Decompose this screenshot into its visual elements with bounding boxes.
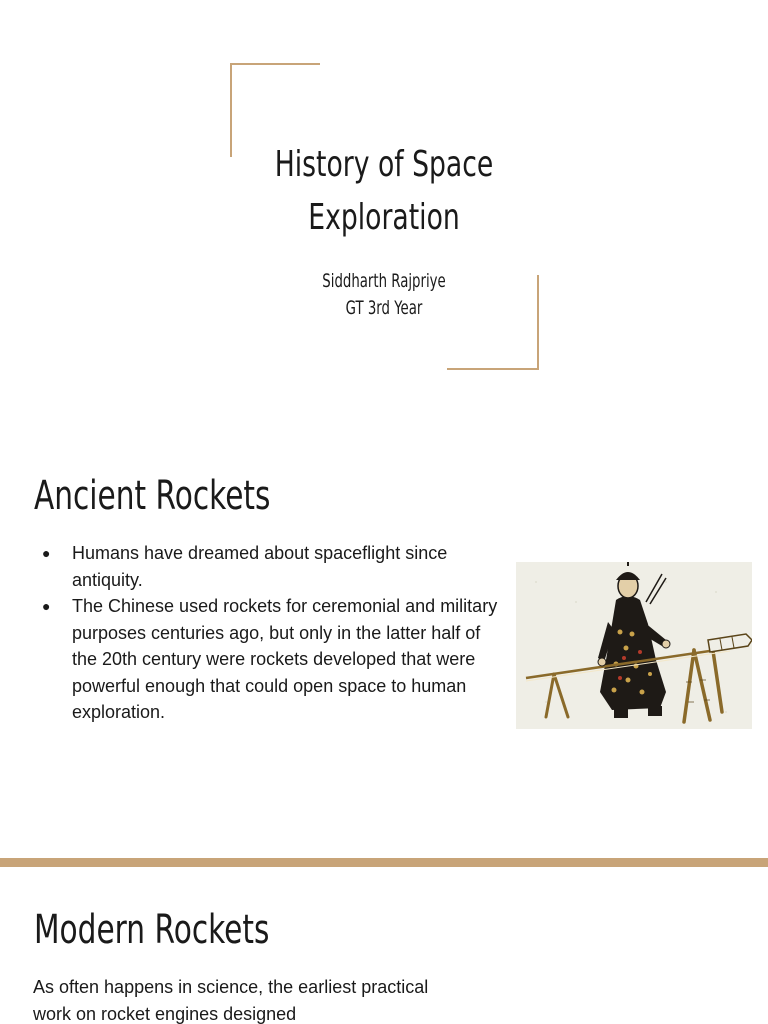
ancient-rockets-bullet-list xyxy=(38,540,498,726)
bullet-item xyxy=(38,593,498,726)
bullet-dot-icon: ● xyxy=(42,598,51,614)
author-name: Siddharth Rajpriye xyxy=(322,270,446,292)
bullet-dot-icon: ● xyxy=(42,545,51,561)
title-line-2: Exploration xyxy=(308,197,460,238)
presentation-title xyxy=(236,138,532,244)
title-line-1: History of Space xyxy=(274,144,494,185)
slide-modern-rockets xyxy=(0,867,768,1024)
class-year: GT 3rd Year xyxy=(345,297,423,319)
bullet-text: Humans have dreamed about spaceflight since antiquity. xyxy=(72,543,448,590)
presentation-subtitle xyxy=(279,268,489,322)
modern-rockets-paragraph: As often happens in science, the earliest practical work on rocket engines designed xyxy=(33,977,429,1024)
section-heading-modern-rockets: Modern Rockets xyxy=(34,907,270,953)
chinese-rocket-warrior-illustration-icon xyxy=(516,562,752,729)
section-heading-ancient-rockets: Ancient Rockets xyxy=(34,473,271,519)
bullet-text: The Chinese used rockets for ceremonial and military purposes centuries ago, but only in the latter half of the 20th century were rockets developed that were powerful enough that could open space to human exploration. xyxy=(72,596,498,722)
bullet-item xyxy=(38,540,498,593)
slide-separator xyxy=(0,858,768,867)
